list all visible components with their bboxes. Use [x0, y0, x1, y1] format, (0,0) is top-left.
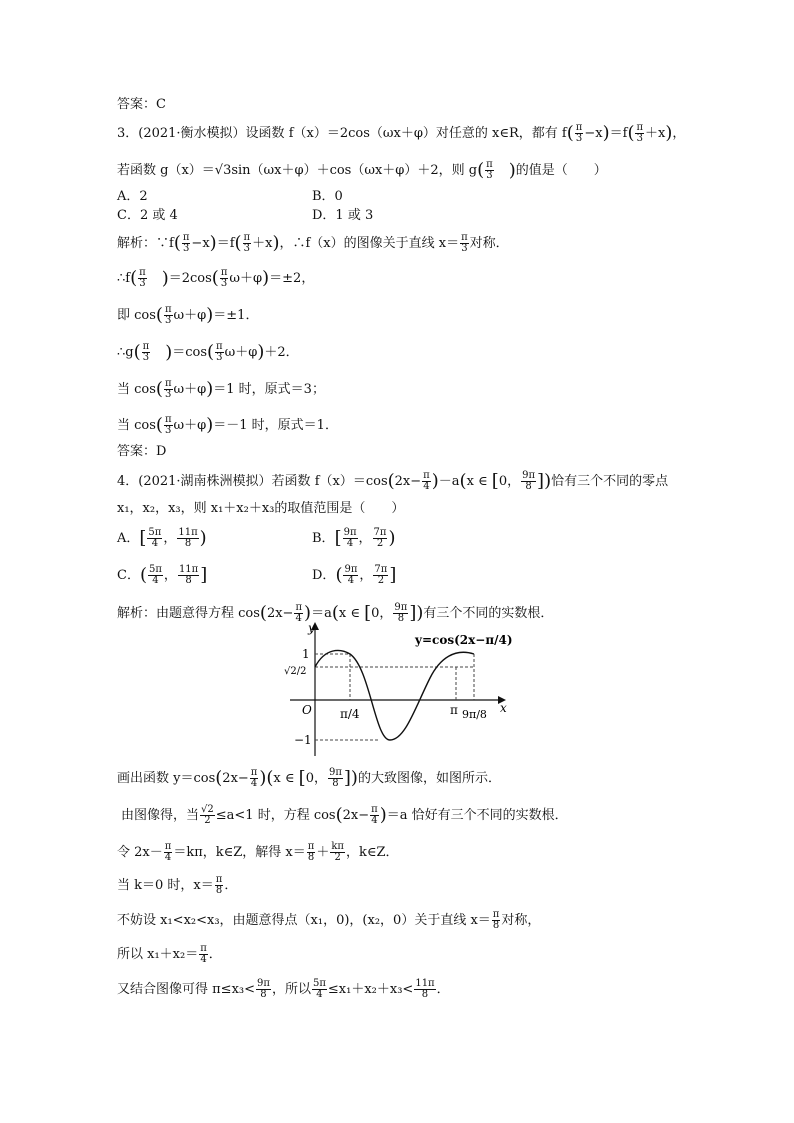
frac: $\frac{5\pi}{4}$ — [312, 978, 326, 1000]
origin-label: O — [302, 703, 312, 717]
sol-text: ＋2． — [264, 345, 299, 360]
frac: $\frac{\pi}{4}$ — [164, 841, 172, 863]
q4-solution-line4 — [117, 842, 399, 863]
frac: $\frac{k\pi}{2}$ — [331, 841, 344, 863]
q3-stem2-text: 若函数 g（x）＝√3sin（ωx＋φ）＋cos（ωx＋φ）＋2，则 g — [117, 163, 478, 178]
frac: $\frac{11\pi}{8}$ — [178, 564, 199, 586]
frac: $\frac{\pi}{3}$ — [461, 232, 468, 254]
frac: $\frac{\pi}{3}$ — [220, 267, 228, 289]
frac: $\frac{\pi}{4}$ — [250, 767, 258, 789]
q4-text: 恰有三个不同的零点 — [551, 474, 669, 489]
q3-solution-line4: ∴g( $\frac{\pi}{3}$ )＝cos( $\frac{\pi}{3}$ ω＋φ)＋2． — [117, 341, 299, 363]
frac: $\frac{\pi}{3}$ — [164, 378, 172, 400]
frac: $\frac{\pi}{4}$ — [371, 804, 378, 826]
sol-text: ，所以 — [271, 982, 311, 997]
sol-text: 即 cos — [117, 308, 156, 323]
sol-text: ∴g — [117, 345, 134, 360]
cosine-curve — [315, 650, 474, 740]
q4-solution-line3: 由图像得，当 $\frac{√2}{2}$ ≤a<1 时，方程 cos(2x− $\frac{\pi}{4}$ )＝a 恰好有三个不同的实数根． — [121, 804, 568, 826]
frac: $\frac{√2}{2}$ — [201, 804, 214, 826]
tick-pi: π — [450, 703, 458, 717]
frac: $\frac{9\pi}{8}$ — [522, 470, 536, 492]
frac: $\frac{9\pi}{4}$ — [343, 527, 357, 549]
frac: $\frac{\pi}{3}$ — [139, 267, 146, 289]
option-label: A． — [117, 531, 140, 546]
q3-option-b: B．0 — [312, 189, 343, 204]
sol-text: ＋ — [316, 845, 330, 860]
y-axis-label: y — [308, 621, 315, 635]
frac: $\frac{\pi}{8}$ — [215, 874, 223, 896]
frac: $\frac{\pi}{8}$ — [307, 841, 315, 863]
frac: $\frac{\pi}{4}$ — [295, 602, 303, 624]
sol-text: ＝a 恰好有三个不同的实数根． — [386, 808, 568, 823]
q4-text: －a — [438, 474, 460, 489]
sol-text: 又结合图像可得 π≤x₃< — [117, 982, 256, 997]
sol-text: 令 2x－ — [117, 845, 163, 860]
frac: $\frac{11\pi}{8}$ — [415, 978, 435, 1000]
sol-text: 所以 x₁＋x₂＝ — [117, 947, 199, 962]
q4-solution-line5: 当 k＝0 时，x＝ $\frac{\pi}{8}$ ． — [117, 874, 238, 896]
q3-option-c: C．2 或 4 — [117, 208, 178, 223]
frac: $\frac{7\pi}{2}$ — [373, 527, 387, 549]
q3-stem-text: 3．(2021·衡水模拟）设函数 f（x）＝2cos（ωx＋φ）对任意的 x∈R，都有 f — [117, 126, 567, 141]
q4-option-b: B．[ $\frac{9\pi}{4}$ ， $\frac{7\pi}{2}$ ) — [312, 527, 396, 549]
q3-solution-line3: 即 cos( $\frac{\pi}{3}$ ω＋φ)＝±1． — [117, 304, 259, 326]
q4-stem-line2: x₁，x₂，x₃，则 x₁＋x₂＋x₃的取值范围是（ ） — [117, 501, 405, 516]
sol-text: ≤x₁＋x₂＋x₃< — [327, 982, 414, 997]
q3-answer: 答案：D — [117, 444, 167, 459]
sol-text: 对称． — [469, 236, 509, 251]
frac: $\frac{9\pi}{4}$ — [344, 564, 358, 586]
q4-option-a: A．[ $\frac{5\pi}{4}$ ， $\frac{11\pi}{8}$ ) — [117, 527, 207, 549]
q3-option-a: A．2 — [117, 189, 148, 204]
sol-text: 当 cos — [117, 418, 156, 433]
q4-option-d: D．( $\frac{9\pi}{4}$ ， $\frac{7\pi}{2}$ ] — [312, 564, 397, 586]
sol-text: ＝±1． — [213, 308, 259, 323]
answer-line: 答案：C — [117, 97, 166, 112]
sol-text: ＝±2， — [269, 271, 315, 286]
frac: $\frac{5\pi}{4}$ — [148, 564, 162, 586]
q4-solution-line2: 画出函数 y＝cos(2x− $\frac{\pi}{4}$ )(x ∈ [0， $\frac{9\pi}{8}$ ])的大致图像，如图所示． — [117, 767, 501, 789]
frac: $\frac{\pi}{3}$ — [216, 341, 223, 363]
q3-option-d: D．1 或 3 — [312, 208, 374, 223]
sol-text: ＝－1 时，原式＝1． — [213, 418, 338, 433]
frac: $\frac{11\pi}{8}$ — [178, 527, 198, 549]
q3-stem-line2: 若函数 g（x）＝√3sin（ωx＋φ）＋cos（ωx＋φ）＋2，则 g( $\frac{\pi}{3}$ )的值是（ ） — [117, 159, 607, 181]
frac: $\frac{\pi}{3}$ — [182, 232, 190, 254]
frac: $\frac{9\pi}{8}$ — [328, 767, 342, 789]
sol-text: 解析：∵f — [117, 236, 174, 251]
frac: $\frac{\pi}{3}$ — [164, 414, 172, 436]
sol-text: 画出函数 y＝cos — [117, 771, 216, 786]
q3-stem-line1: 3．(2021·衡水模拟）设函数 f（x）＝2cos（ωx＋φ）对任意的 x∈R，都有 f( $\frac{\pi}{3}$ −x)＝f( $\frac{\pi}{3}$ ＋x)， — [117, 122, 686, 144]
frac: $\frac{\pi}{3}$ — [575, 122, 583, 144]
option-label: D． — [312, 568, 336, 583]
sol-text: 当 cos — [117, 382, 156, 397]
sol-text: ＝a — [311, 606, 332, 621]
q4-solution-line7: 所以 x₁＋x₂＝ $\frac{\pi}{4}$ ． — [117, 943, 222, 965]
q4-solution-line8: 又结合图像可得 π≤x₃< $\frac{9\pi}{8}$ ，所以 $\frac{5\pi}{4}$ ≤x₁＋x₂＋x₃< $\frac{11\pi}{8}$ ． — [117, 978, 450, 1000]
frac: $\frac{\pi}{4}$ — [200, 943, 207, 965]
tick-pi4: π/4 — [340, 707, 360, 721]
sol-text: 当 k＝0 时，x＝ — [117, 878, 214, 893]
frac: $\frac{9\pi}{8}$ — [394, 602, 408, 624]
q3-solution-line6: 当 cos( $\frac{\pi}{3}$ ω＋φ)＝－1 时，原式＝1． — [117, 414, 338, 436]
frac: $\frac{\pi}{3}$ — [243, 232, 251, 254]
frac: $\frac{\pi}{8}$ — [492, 909, 500, 931]
q4-solution-line6 — [117, 910, 540, 931]
frac: $\frac{\pi}{4}$ — [423, 470, 430, 492]
tick-neg1: −1 — [294, 733, 312, 747]
sol-text: 不妨设 x₁<x₂<x₃，由题意得点（x₁，0)，(x₂，0）关于直线 x＝ — [117, 913, 491, 928]
sol-text: 由图像得，当 — [121, 808, 200, 823]
sol-text: ＝2cos — [168, 271, 212, 286]
q3-stem-eq: ＝f — [609, 126, 628, 141]
frac: $\frac{\pi}{3}$ — [142, 341, 150, 363]
tick-9pi8: 9π/8 — [462, 708, 487, 721]
q3-stem2-end: 的值是（ ） — [515, 163, 607, 178]
sol-text: ，∴f（x）的图像关于直线 x＝ — [279, 236, 460, 251]
frac: $\frac{\pi}{3}$ — [636, 122, 644, 144]
sol-text: ∴f — [117, 271, 131, 286]
q3-solution-line5: 当 cos( $\frac{\pi}{3}$ ω＋φ)＝1 时，原式＝3； — [117, 378, 325, 400]
q4-text: 4．(2021·湖南株洲模拟）若函数 f（x）＝cos — [117, 474, 388, 489]
sol-text: ＝f — [216, 236, 235, 251]
tick-sqrt2: √2/2 — [284, 666, 307, 677]
sol-text: 有三个不同的实数根． — [423, 606, 554, 621]
cosine-graph — [280, 618, 520, 760]
frac: $\frac{9\pi}{8}$ — [257, 978, 270, 1000]
frac: $\frac{7\pi}{2}$ — [374, 564, 388, 586]
graph-title: y=cos(2x−π/4) — [415, 633, 513, 647]
q4-solution-line1: 解析：由题意得方程 cos(2x− $\frac{\pi}{4}$ )＝a(x ∈ [0， $\frac{9\pi}{8}$ ])有三个不同的实数根． — [117, 602, 554, 624]
q3-solution-line2: ∴f( $\frac{\pi}{3}$ )＝2cos( $\frac{\pi}{3}$ ω＋φ)＝±2， — [117, 267, 315, 289]
sol-text: 对称， — [501, 913, 541, 928]
tick-1: 1 — [302, 647, 310, 661]
sol-text: ＝1 时，原式＝3； — [213, 382, 325, 397]
sol-text: 解析：由题意得方程 cos — [117, 606, 260, 621]
option-label: C． — [117, 568, 140, 583]
sol-text: ＝cos — [172, 345, 208, 360]
q3-solution-line1: 解析：∵f( $\frac{\pi}{3}$ −x)＝f( $\frac{\pi}{3}$ ＋x)，∴f（x）的图像关于直线 x＝ $\frac{\pi}{3}$ 对称． — [117, 232, 509, 254]
frac: $\frac{\pi}{3}$ — [486, 159, 493, 181]
sol-text: ≤a<1 时，方程 cos — [215, 808, 336, 823]
x-axis-label: x — [500, 701, 507, 715]
q4-option-c: C．( $\frac{5\pi}{4}$ ， $\frac{11\pi}{8}$ ] — [117, 564, 208, 586]
frac: $\frac{\pi}{3}$ — [164, 304, 172, 326]
q4-stem-line1: 4．(2021·湖南株洲模拟）若函数 f（x）＝cos(2x− $\frac{\pi}{4}$ )－a(x ∈ [0， $\frac{9\pi}{8}$ ])恰有三个不同的零点 — [117, 470, 669, 492]
sol-text: ＝kπ，k∈Z，解得 x＝ — [173, 845, 306, 860]
frac: $\frac{5\pi}{4}$ — [148, 527, 162, 549]
sol-text: 的大致图像，如图所示． — [357, 771, 501, 786]
option-label: B． — [312, 531, 335, 546]
sol-text: ，k∈Z． — [345, 845, 399, 860]
